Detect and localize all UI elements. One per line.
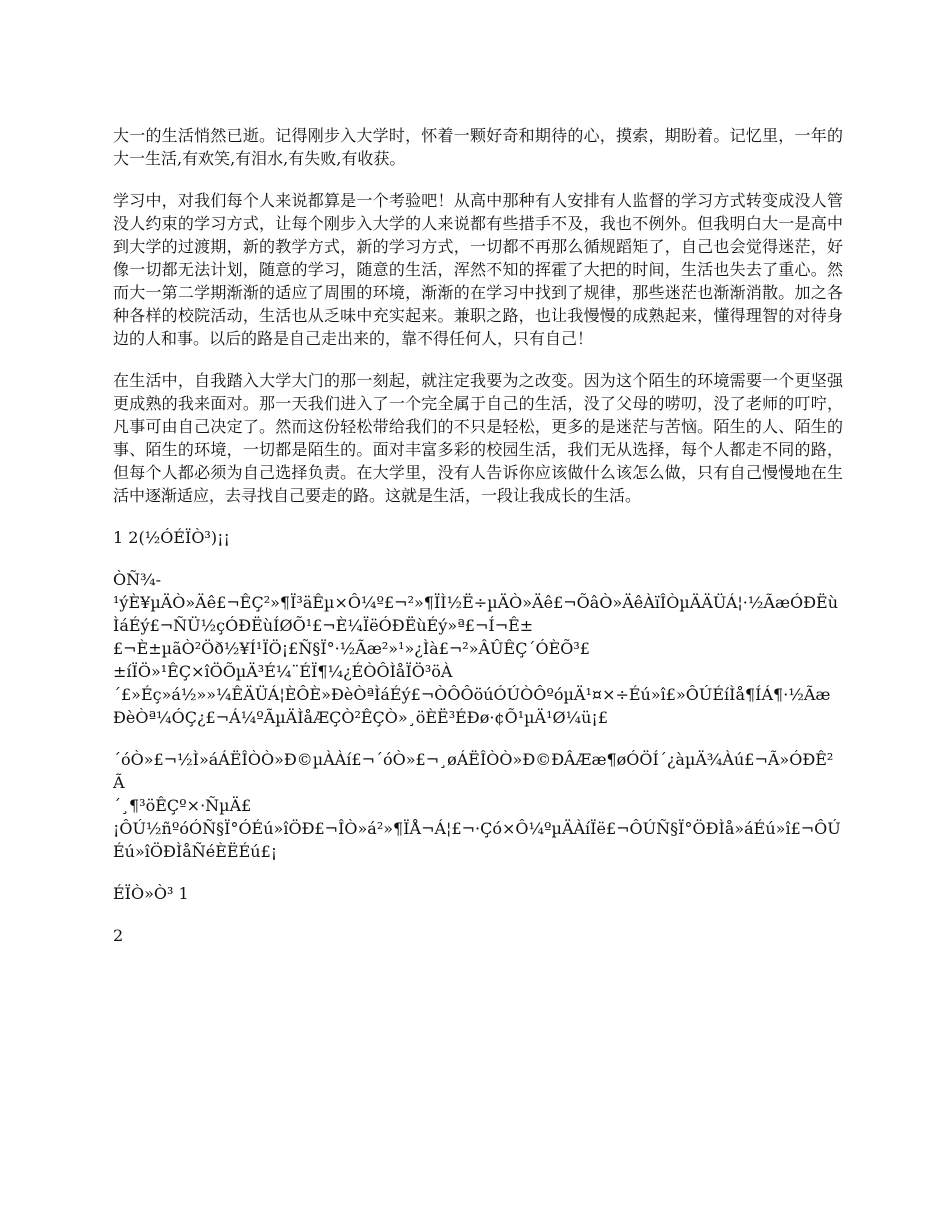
- paragraph-study: 学习中，对我们每个人来说都算是一个考验吧！从高中那种有人安排有人监督的学习方式转变成没人管没人约束的学习方式，让每个刚步入大学的人来说都有些措手不及，我也不例外。但我明白大一是高中到大学的过渡期，新的教学方式，新的学习方式，一切都不再那么循规蹈矩了，自己也会觉得迷茫，好像一切都无法计划，随意的学习，随意的生活，浑然不知的挥霍了大把的时间，生活也失去了重心。然而大一第二学期渐渐的适应了周围的环境，渐渐的在学习中找到了规律，那些迷茫也渐渐消散。加之各种各样的校院活动，生活也从乏味中充实起来。兼职之路，也让我慢慢的成熟起来，懂得理智的对待身边的人和事。以后的路是自己走出来的，靠不得任何人，只有自己！: [113, 191, 843, 348]
- page-nav-header: 1 2(½ÓÉÏÒ³)¡¡: [113, 528, 230, 547]
- paragraph-garbled-closing: ´óÒ»£¬½Ì»áÁËÎÒÒ»Ð©µÀÀí£¬´óÒ»£¬¸øÁËÎÒÒ»Ð©ÐÂÆæ¶øÓÖÍ´¿àµÄ¾Àú£¬Ã»ÓÐÊ²Ã ´¸¶³öÊÇº×·ÑµÄ£ ¡ÔÚ½ñºóÓÑ§Ï°ÓÉú»îÖÐ£¬ÎÒ»á²»¶ÏÅ¬Á¦£¬·Çó×Ô¼ºµÄÀíÏë£¬ÔÚÑ§Ï°ÖÐÌå»áÉú»î£¬ÔÚÉú»îÖÐÌåÑéÈËÉú£¡: [113, 750, 841, 861]
- paragraph-intro: 大一的生活悄然已逝。记得刚步入大学时，怀着一颗好奇和期待的心，摸索，期盼着。记忆里，一年的大一生活,有欢笑,有泪水,有失败,有收获。: [113, 126, 843, 168]
- paragraph-garbled-summary: ÒÑ¾- ¹ýÈ¥µÄÒ»Äê£¬ÊÇ²»¶Ï³äÊµ×Ô¼º£¬²»¶ÏÌ½Ë÷µÄÒ»Äê£¬ÕâÒ»ÄêÀïÎÒµÄÄÜÁ¦·½ÃæÓÐËùÌáÉý£¬ÑÜ½çÓÐËùÍØÕ¹£¬È¼ÏëÓÐËùÉý»ª£¬Í¬Ê± £¬È±µãÒ²Öð½¥Í¹ÏÖ¡£Ñ§Ï°·½Ãæ²»¹»¿Ìà£¬²»ÂÛÊÇ´ÓÈÕ³£ ±íÏÖ»¹ÊÇ×îÖÕµÄ³É¼¨ÉÏ¶¼¿ÉÒÔÌåÏÖ³öÀ ´£»Éç»á½»»¼ÊÄÜÁ¦ÈÔÈ»ÐèÒªÌáÉý£¬ÒÔÔöúÓÚÒÔºóµÄ¹¤×÷Éú»î£»ÔÚÉíÌå¶ÍÁ¶·½ÃæÐèÒª¼ÓÇ¿£¬Á¼ºÃµÄÌåÆÇÒ²ÊÇÒ»¸öÈË³ÉÐø·¢Õ¹µÄ¹Ø¼ü¡£: [113, 570, 839, 727]
- paragraph-life: 在生活中，自我踏入大学大门的那一刻起，就注定我要为之改变。因为这个陌生的环境需要一个更坚强更成熟的我来面对。那一天我们进入了一个完全属于自己的生活，没了父母的唠叨，没了老师的叮咛，凡事可由自己决定了。然而这份轻松带给我们的不只是轻松，更多的是迷茫与苦恼。陌生的人、陌生的事、陌生的环境，一切都是陌生的。面对丰富多彩的校园生活，我们无从选择，每个人都走不同的路，但每个人都必须为自己选择负责。在大学里，没有人告诉你应该做什么该怎么做，只有自己慢慢地在生活中逐渐适应，去寻找自己要走的路。这就是生活，一段让我成长的生活。: [113, 371, 843, 505]
- previous-page-link[interactable]: ÉÏÒ»Ò³ 1: [113, 884, 189, 903]
- document-page: [113, 124, 843, 966]
- page-number[interactable]: 2: [113, 926, 124, 945]
